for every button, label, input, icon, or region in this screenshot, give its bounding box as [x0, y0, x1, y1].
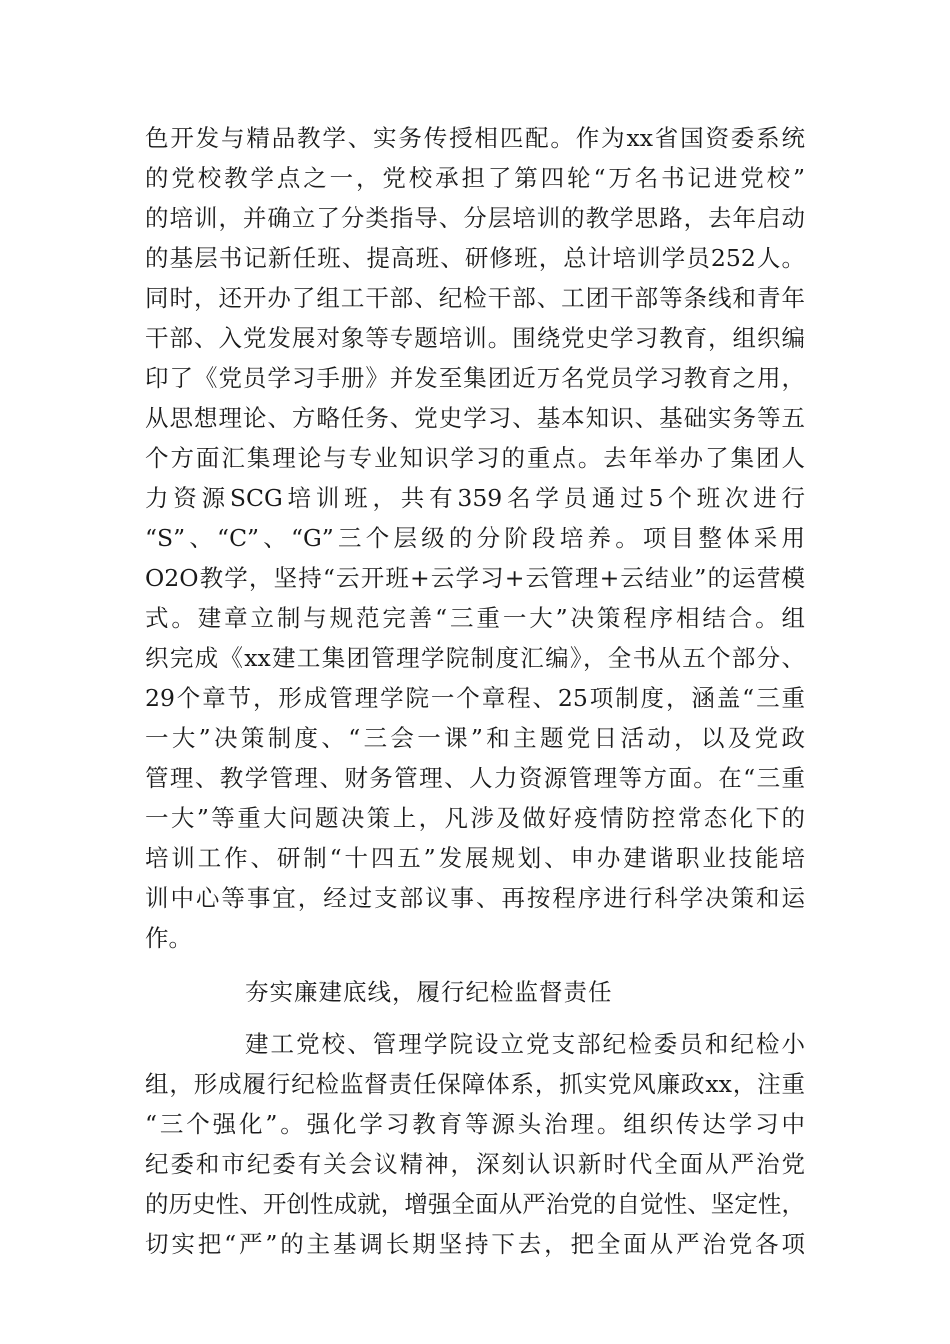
paragraph-line: “三个强化”。强化学习教育等源头治理。组织传达学习中: [145, 1110, 805, 1138]
paragraph-line: 管理、教学管理、财务管理、人力资源管理等方面。在“三重: [145, 764, 805, 792]
paragraph-line: 从思想理论、方略任务、党史学习、基本知识、基础实务等五: [145, 404, 805, 432]
paragraph-line: 训中心等事宜，经过支部议事、再按程序进行科学决策和运: [145, 884, 805, 912]
paragraph-line: 织完成《xx建工集团管理学院制度汇编》，全书从五个部分、: [145, 644, 805, 672]
paragraph-line: 组，形成履行纪检监督责任保障体系，抓实党风廉政xx，注重: [145, 1070, 805, 1098]
paragraph-line: 作。: [145, 924, 192, 952]
paragraph-line: 式。建章立制与规范完善“三重一大”决策程序相结合。组: [145, 604, 805, 632]
paragraph-line: 个方面汇集理论与专业知识学习的重点。去年举办了集团人: [145, 444, 805, 472]
paragraph-line: 一大”决策制度、“三会一课”和主题党日活动，以及党政: [145, 724, 805, 752]
paragraph-line: 的党校教学点之一，党校承担了第四轮“万名书记进党校”: [145, 164, 805, 192]
paragraph-line: 的历史性、开创性成就，增强全面从严治党的自觉性、坚定性，: [145, 1190, 805, 1218]
paragraph-line: 印了《党员学习手册》并发至集团近万名党员学习教育之用，: [145, 364, 805, 392]
paragraph-line: 29个章节，形成管理学院一个章程、25项制度，涵盖“三重: [145, 684, 805, 712]
paragraph-line: “S”、“C”、“G”三个层级的分阶段培养。项目整体采用: [145, 524, 805, 552]
section-heading: 夯实廉建底线，履行纪检监督责任: [245, 978, 613, 1006]
paragraph-line: 色开发与精品教学、实务传授相匹配。作为xx省国资委系统: [145, 124, 805, 152]
paragraph-line: 力资源SCG培训班，共有359名学员通过5个班次进行: [145, 484, 805, 512]
paragraph-line: 建工党校、管理学院设立党支部纪检委员和纪检小: [245, 1030, 805, 1058]
paragraph-line: 的培训，并确立了分类指导、分层培训的教学思路，去年启动: [145, 204, 805, 232]
paragraph-line: 培训工作、研制“十四五”发展规划、申办建谐职业技能培: [145, 844, 805, 872]
paragraph-line: O2O教学，坚持“云开班+云学习+云管理+云结业”的运营模: [145, 564, 805, 592]
paragraph-line: 纪委和市纪委有关会议精神，深刻认识新时代全面从严治党: [145, 1150, 805, 1178]
paragraph-line: 同时，还开办了组工干部、纪检干部、工团干部等条线和青年: [145, 284, 805, 312]
paragraph-line: 一大”等重大问题决策上，凡涉及做好疫情防控常态化下的: [145, 804, 805, 832]
paragraph-line: 切实把“严”的主基调长期坚持下去，把全面从严治党各项: [145, 1230, 805, 1258]
paragraph-line: 的基层书记新任班、提高班、研修班，总计培训学员252人。: [145, 244, 805, 272]
paragraph-line: 干部、入党发展对象等专题培训。围绕党史学习教育，组织编: [145, 324, 805, 352]
